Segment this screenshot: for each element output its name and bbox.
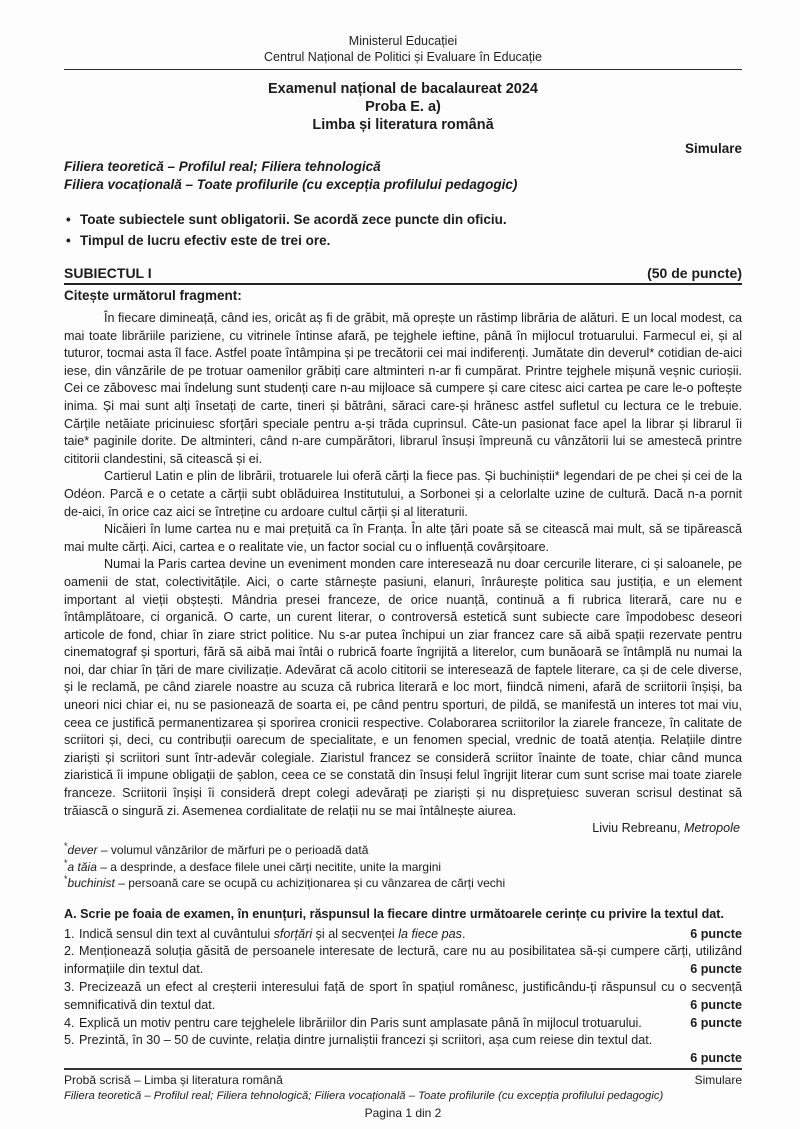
requirement-text: Precizează un efect al creșterii interesului față de sport în spațiul românesc, justificându-ți răspunsul cu o secvență semnificativă din textul dat. (64, 979, 742, 1012)
exam-subject: Limba și literatura română (312, 117, 494, 133)
exam-title: Examenul național de bacalaureat 2024 (268, 81, 538, 97)
points-badge: 6 puncte (690, 962, 742, 977)
points-badge: 6 puncte (690, 926, 742, 941)
evaluation-center-name: Centrul Național de Politici și Evaluare în Educație (264, 49, 542, 64)
footnote-marker: * (64, 841, 68, 852)
requirement-number: 2. (64, 944, 75, 959)
footnote (64, 842, 742, 859)
footnote-definition: – a desprinde, a desface filele unei cărți necitite, unite la margini (96, 859, 442, 874)
footnote-marker: * (64, 874, 68, 885)
points-badge: 6 puncte (690, 997, 742, 1012)
footer-row (64, 1073, 742, 1088)
footer-variant-label: Simulare (694, 1072, 742, 1087)
footnote-term: dever (67, 843, 98, 858)
filiera-block (64, 158, 742, 194)
requirement-text: Indică sensul din text al cuvântului (79, 926, 274, 941)
footer-exam-label: Probă scrisă – Limba și literatura română (64, 1072, 283, 1087)
footnote (64, 875, 742, 892)
requirement-number: 5. (64, 1033, 75, 1048)
footnote (64, 859, 742, 876)
bullet-icon: • (66, 233, 71, 248)
footnote-marker: * (64, 857, 68, 868)
exam-title-block (64, 80, 742, 134)
ministry-name: Ministerul Educației (348, 34, 458, 48)
fragment-paragraph: Cartierul Latin e plin de librării, trotuarele lui oferă cărți la fiece pas. Și buchiniștii* legendari de pe chei și cei de la Odéon. Parcă e o cetate a cărții subt oblăduirea Institutului, a Sorbonei și a celorlalte uzine de cultură. Dacă n-a pornit de-aici, în orice caz aici se întreține cu ardoare cultul cărții și al literaturii. (64, 469, 742, 519)
requirement-text: Explică un motiv pentru care tejghelele librăriilor din Paris sunt amplasate până în mijlocul trotuarului. (79, 1015, 642, 1030)
requirement-text: și al secvenței (312, 926, 399, 941)
variant-label: Simulare (684, 141, 742, 156)
requirement-text: . (461, 926, 466, 941)
requirement-text: Prezintă, în 30 – 50 de cuvinte, relația dintre jurnaliștii francezi și scriitori, așa cum reiese din textul dat. (79, 1033, 653, 1048)
page-number: Pagina 1 din 2 (364, 1105, 442, 1120)
requirement-italic-term: sforțări (273, 926, 313, 941)
fragment-paragraph: În fiecare dimineață, când ies, oricât aș fi de grăbit, mă oprește un răstimp librăria de alături. E un local modest, ca mai toate librăriile pariziene, cu vitrinele întinse afară, pe tejghele ieftine, până în mijlocul trotuarului. Farmecul ei, și al tuturor, tocmai asta îl face. Astfel poate întâmpina și pe trecătorii cei mai indiferenți. Jumătate din deverul* cotidian de-aici iese, din vânzările de pe trotuar oamenilor grăbiți care altminteri n-ar fi cumpărat. Printre tejghele mișună veșnic curioșii. Cei ce zăbovesc mai îndelung sunt studenți care n-au mijloace să cumpere și care citesc aici cartea pe care le-o poftește inima. Și mai sunt alți însetați de carte, tineri și bătrâni, săraci care-și hrănesc astfel sufletul cu lectura ce le trebuie. Cărțile netăiate pricinuiesc sforțări speciale pentru a-și trăda cuprinsul. Câte-un pasionat face apel la librar și librarul îi taie* paginile dorite. De altminteri, când n-are cumpărători, librarul însuși împreună cu vânzătorii lui se amestecă printre cititorii clandestini, să citească și ei. (64, 311, 742, 466)
points-badge: 6 puncte (690, 1051, 742, 1066)
requirement-item-1 (64, 926, 742, 944)
requirement-text: Menționează soluția găsită de persoanele interesate de lectură, care nu au posibilitatea să-și cumpere cărți, utilizând informațiile din textul dat. (64, 944, 742, 977)
page-footer (64, 1068, 742, 1121)
requirement-italic-term: la fiece pas (398, 926, 462, 941)
footer-filiera: Filiera teoretică – Profilul real; Filiera tehnologică; Filiera vocațională – Toate profilurile (cu excepția profilului pedagogic) (64, 1089, 664, 1102)
fragment-paragraph: Nicăieri în lume cartea nu e mai prețuită ca în Franța. În alte țări poate să se citească mai mult, să se tipărească mai multe cărți. Aici, cartea e o realitate vie, un factor social cu o influență covârșitoare. (64, 522, 742, 554)
footnote-term: a tăia (67, 859, 97, 874)
requirement-item-2 (64, 943, 742, 979)
author-signature (64, 821, 742, 835)
header-divider (64, 69, 742, 70)
instruction-item (64, 209, 742, 230)
requirement-number: 3. (64, 979, 75, 994)
footnote-term: buchinist (67, 876, 115, 891)
footnote-definition: – persoană care se ocupă cu achiziționarea și cu vânzarea de cărți vechi (114, 876, 506, 891)
section-a-heading: A. Scrie pe foaia de examen, în enunțuri, răspunsul la fiecare dintre următoarele cerințe cu privire la textul dat. (64, 906, 724, 921)
fragment-paragraph: Numai la Paris cartea devine un eveniment monden care interesează nu doar cercurile literare, ci și saloanele, pe oamenii de stat, colectivitățile. Aici, o carte stârnește pasiuni, elanuri, înrâurește politica sau justiția, e un element important al vieții obștești. Mândria presei franceze, de orice nuanță, continuă a fi rubrica literară, care nu e întâmplătoare, ci organică. O carte, un curent literar, o controversă estetică sunt subiecte care împodobesc deseori articole de fond, chiar în ziare strict politice. Nu s-ar putea închipui un ziar francez care să aibă spații rezervate pentru cinematograf și sporturi, fără să aibă mai întâi o rubrică foarte îngrijită a literelor, cum bunăoară se întâmplă nu numai la noi, dar chiar în țări de mare civilizație. Adevărat că acolo cititorii se interesează de faptele literare, ca și de cele diverse, și le reclamă, pe când ziarele noastre au scuza că rubrica literară e loc mort, fiindcă nimeni, afară de scriitorii înșiși, ba uneori nici chiar ei, nu se pasionează de soarta ei, pe când pentru sporturi, de pildă, se manifestă un interes tot mai viu, ceea ce justifică permanentizarea și sporirea cronicii respective. Colaborarea scriitorilor la ziarele franceze, în calitate de scriitori și, deci, cu contribuții oarecum de specialitate, e un fenomen special, vrednic de toată atenția. Relațiile dintre ziariști și scriitori sunt într-adevăr colegiale. Ziaristul francez se consideră scriitor înainte de toate, chiar când munca ziaristică îi impune obligații de șablon, ceea ce se constată din însuși felul îngrijit literar cum sunt scrise mai toate ziarele franceze. Scriitorii înșiși îi consideră drept colegi adevărați pe ziariști și nu disprețuiesc suveran scrisul destinat să trăiască o singură zi. Asemenea cordialitate de relații nu se mai întâlnește aiurea. (64, 557, 742, 818)
section-a (64, 906, 742, 1068)
filiera-line-1: Filiera teoretică – Profilul real; Filiera tehnologică (64, 159, 381, 174)
footer-divider (64, 1068, 742, 1070)
requirement-number: 4. (64, 1015, 75, 1030)
requirement-item-5 (64, 1032, 742, 1050)
general-instructions (64, 209, 742, 251)
footnotes (64, 842, 742, 892)
subject1-title: SUBIECTUL I (64, 265, 152, 281)
literary-fragment (64, 310, 742, 820)
requirement-number: 1. (64, 926, 75, 941)
author-name: Liviu Rebreanu, (592, 821, 684, 836)
document-header (64, 34, 742, 65)
instruction-text: Toate subiectele sunt obligatorii. Se acordă zece puncte din oficiu. (80, 212, 507, 227)
exam-proba: Proba E. a) (365, 99, 441, 115)
fragment-intro: Citește următorul fragment: (64, 288, 242, 303)
instruction-item (64, 230, 742, 251)
work-title: Metropole (683, 821, 740, 836)
bullet-icon: • (66, 212, 71, 227)
filiera-line-2: Filiera vocațională – Toate profilurile (cu excepția profilului pedagogic) (64, 177, 518, 192)
subject1-heading-row (64, 265, 742, 285)
points-badge: 6 puncte (690, 1015, 742, 1030)
instruction-text: Timpul de lucru efectiv este de trei ore. (80, 233, 331, 248)
requirement-item-4 (64, 1015, 742, 1033)
subject1-points: (50 de puncte) (647, 265, 742, 281)
footnote-definition: – volumul vânzărilor de mărfuri pe o perioadă dată (97, 843, 369, 858)
requirement-item-3 (64, 979, 742, 1015)
